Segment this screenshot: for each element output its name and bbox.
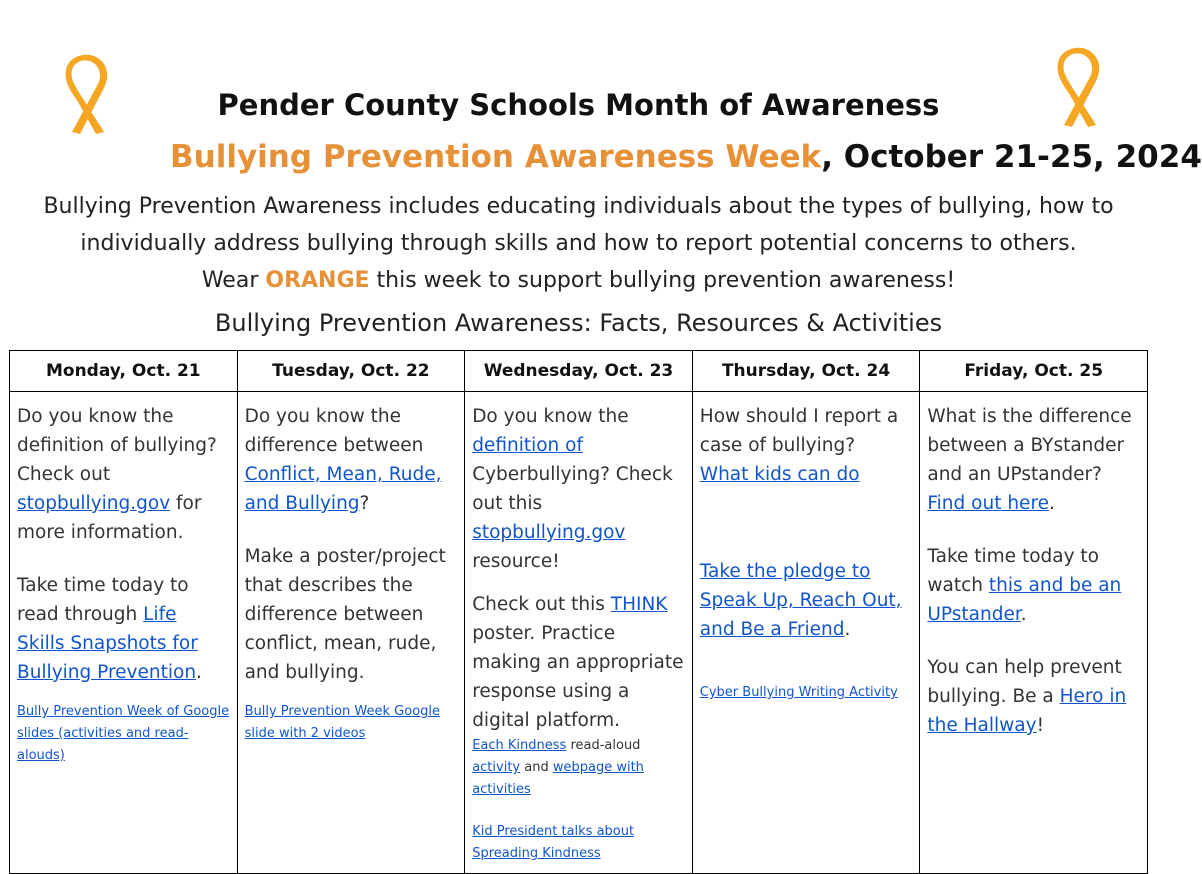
monday-definition [17, 402, 230, 547]
wednesday-cell [465, 392, 693, 874]
thursday-report: How should I report a case of bullying? [699, 406, 899, 456]
text: and [520, 760, 553, 775]
text: poster. Practice making an appropriate response using a digital platform. [472, 623, 684, 731]
text: You can help prevent bullying. Be a [927, 657, 1122, 707]
day-header-wednesday: Wednesday, Oct. 23 [465, 351, 693, 392]
webpage-activities-link[interactable]: webpage with activities [472, 760, 644, 797]
friday-cell [920, 392, 1148, 874]
stopbullying-link[interactable]: stopbullying.gov [17, 493, 171, 514]
section-subheading: Bullying Prevention Awareness: Facts, Resources & Activities [214, 309, 943, 337]
life-skills-link[interactable]: Life Skills Snapshots for Bullying Prevention [17, 604, 198, 683]
stopbullying-cyber-link[interactable]: stopbullying.gov [472, 522, 626, 543]
text: Take time today to watch [927, 546, 1099, 596]
wear-pre: Wear [201, 268, 266, 293]
intro-text [30, 188, 1127, 299]
tuesday-cell [237, 392, 465, 874]
conflict-mean-rude-link[interactable]: Conflict, Mean, Rude, and Bullying [244, 464, 442, 514]
day-header-friday: Friday, Oct. 25 [920, 351, 1148, 392]
each-kindness-link[interactable]: Each Kindness [472, 738, 567, 753]
text: resource! [472, 551, 560, 572]
text: . [844, 619, 851, 640]
activity-link[interactable]: activity [472, 760, 521, 775]
monday-read [17, 571, 230, 687]
friday-hero [927, 653, 1140, 740]
tuesday-difference [245, 402, 458, 518]
what-kids-can-do-link[interactable]: What kids can do [699, 464, 860, 485]
tuesday-poster: Make a poster/project that describes the difference between conflict, mean, rude, and bullying. [244, 546, 446, 683]
wednesday-small-2 [472, 821, 685, 865]
week-title-highlight: Bullying Prevention Awareness Week [170, 139, 822, 175]
text: . [1020, 604, 1027, 625]
cyber-writing-link[interactable]: Cyber Bullying Writing Activity [699, 685, 898, 700]
text: Cyberbullying? Check out this [472, 464, 673, 514]
day-header-monday: Monday, Oct. 21 [10, 351, 238, 392]
day-header-thursday: Thursday, Oct. 24 [692, 351, 920, 392]
kid-president-link[interactable]: Kid President talks about Spreading Kindness [472, 824, 635, 861]
text: ? [359, 493, 370, 514]
pledge-link[interactable]: Take the pledge to Speak Up, Reach Out, and Be a Friend [699, 561, 902, 640]
wednesday-definition [472, 402, 685, 576]
table-header-row [10, 351, 1148, 392]
page-title: Pender County Schools Month of Awareness [217, 88, 940, 122]
google-slide-videos-link[interactable]: Bully Prevention Week Google slide with 2 videos [244, 704, 441, 741]
monday-small [17, 701, 230, 767]
find-out-here-link[interactable]: Find out here [927, 493, 1050, 514]
intro-line: Bullying Prevention Awareness includes educating individuals about the types of bullying, how to [43, 194, 1114, 219]
wear-post: this week to support bullying prevention awareness! [369, 268, 956, 293]
thursday-kids-link-wrap [700, 460, 913, 489]
google-slides-link[interactable]: Bully Prevention Week of Google slides (activities and read-alouds) [17, 704, 230, 763]
hero-hallway-link[interactable]: Hero in the Hallway [927, 686, 1127, 736]
intro-line: individually address bullying through skills and how to report potential concerns to others. [80, 231, 1077, 256]
thursday-small [700, 682, 913, 704]
text: . [196, 662, 202, 683]
text: Do you know the [472, 406, 629, 427]
text: . [1049, 493, 1055, 514]
text: read-aloud [566, 738, 641, 753]
tuesday-small [245, 701, 458, 745]
wear-orange-line [30, 262, 1127, 299]
wednesday-think [472, 590, 685, 735]
text: What is the difference between a BYstander and an UPstander? [927, 406, 1132, 485]
thursday-cell [692, 392, 920, 874]
text: Check out this [472, 594, 611, 615]
think-poster-link[interactable]: THINK [610, 594, 668, 615]
text: ! [1036, 715, 1044, 736]
friday-bystander [927, 402, 1140, 518]
week-title [170, 139, 1202, 175]
upstander-link[interactable]: this and be an UPstander [927, 575, 1122, 625]
week-title-dates: , October 21-25, 2024 [821, 139, 1202, 175]
day-header-tuesday: Tuesday, Oct. 22 [237, 351, 465, 392]
wednesday-small [472, 735, 685, 801]
text: Take time today to read through [17, 575, 189, 625]
definition-link[interactable]: definition of [472, 435, 583, 456]
text: Do you know the difference between [244, 406, 424, 456]
orange-word: ORANGE [265, 268, 370, 293]
table-row [10, 392, 1148, 874]
text: Do you know the definition of bullying? Check out [17, 406, 217, 485]
thursday-pledge [700, 557, 913, 644]
weekly-schedule-table [9, 350, 1148, 874]
text: for more information. [17, 493, 202, 543]
monday-cell [10, 392, 238, 874]
friday-watch [927, 542, 1140, 629]
